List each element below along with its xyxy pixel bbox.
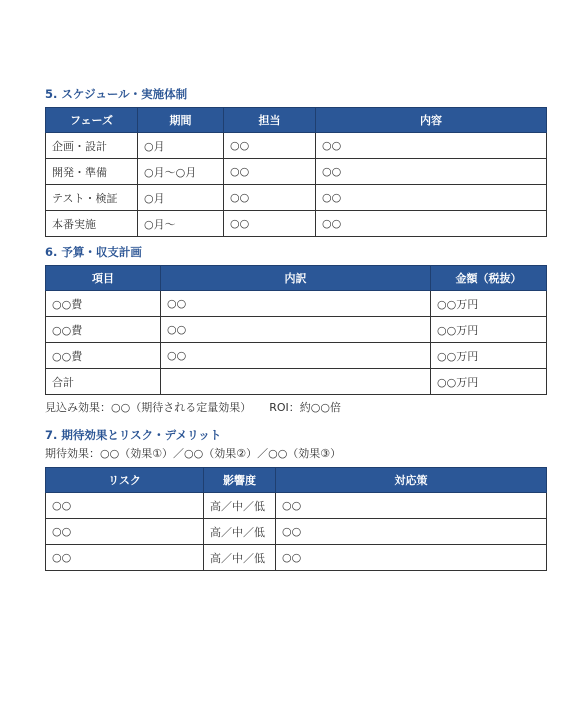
column-header-content: 内容 <box>316 108 547 133</box>
table-cell: ○○ <box>46 519 204 545</box>
budget-effect-note <box>45 400 546 416</box>
column-header-breakdown: 内訳 <box>161 266 431 291</box>
table-header-row <box>46 108 547 133</box>
table-cell: ○○ <box>224 159 316 185</box>
table-row <box>46 185 547 211</box>
table-cell: ○○ <box>276 545 547 571</box>
expected-effects-line: 期待効果：○○（効果①）／○○（効果②）／○○（効果③） <box>45 447 342 460</box>
table-cell: ○○費 <box>46 317 161 343</box>
table-cell: 合計 <box>46 369 161 395</box>
table-cell: ○月〜 <box>138 211 224 237</box>
table-cell: ○○費 <box>46 343 161 369</box>
column-header-impact: 影響度 <box>204 468 276 493</box>
table-cell: 開発・準備 <box>46 159 138 185</box>
table-row <box>46 545 547 571</box>
column-header-countermeasure: 対応策 <box>276 468 547 493</box>
table-cell: ○○ <box>224 185 316 211</box>
table-cell: ○○万円 <box>431 291 547 317</box>
table-row-total <box>46 369 547 395</box>
table-cell: ○月〜○月 <box>138 159 224 185</box>
table-cell: ○○ <box>46 493 204 519</box>
table-cell: ○○ <box>316 133 547 159</box>
table-cell: ○○ <box>316 211 547 237</box>
table-header-row <box>46 468 547 493</box>
table-cell: ○○ <box>224 211 316 237</box>
table-cell: ○○ <box>46 545 204 571</box>
table-cell: ○月 <box>138 185 224 211</box>
table-row <box>46 159 547 185</box>
table-cell: 本番実施 <box>46 211 138 237</box>
table-row <box>46 317 547 343</box>
document-page <box>45 86 546 571</box>
table-cell: ○○ <box>161 291 431 317</box>
column-header-owner: 担当 <box>224 108 316 133</box>
column-header-period: 期間 <box>138 108 224 133</box>
expected-effect-text: 見込み効果：○○（期待される定量効果） <box>45 401 252 414</box>
table-cell: ○○ <box>161 317 431 343</box>
column-header-risk: リスク <box>46 468 204 493</box>
table-row <box>46 343 547 369</box>
section-title-risk: 7. 期待効果とリスク・デメリット <box>45 428 222 442</box>
table-cell: テスト・検証 <box>46 185 138 211</box>
section-title-schedule: 5. スケジュール・実施体制 <box>45 87 188 101</box>
table-cell: 高／中／低 <box>204 519 276 545</box>
table-cell: 高／中／低 <box>204 493 276 519</box>
table-row <box>46 291 547 317</box>
roi-text: ROI：約○○倍 <box>269 401 341 414</box>
table-cell: ○○ <box>276 493 547 519</box>
table-row <box>46 211 547 237</box>
section-title-budget: 6. 予算・収支計画 <box>45 245 142 259</box>
table-header-row <box>46 266 547 291</box>
table-cell: ○○ <box>316 185 547 211</box>
table-cell <box>161 369 431 395</box>
table-cell: ○○ <box>161 343 431 369</box>
risk-table <box>45 467 547 571</box>
table-row <box>46 133 547 159</box>
table-row <box>46 519 547 545</box>
table-row <box>46 493 547 519</box>
table-cell: ○○万円 <box>431 369 547 395</box>
table-cell: 企画・設計 <box>46 133 138 159</box>
column-header-item: 項目 <box>46 266 161 291</box>
schedule-table <box>45 107 547 237</box>
table-cell: ○月 <box>138 133 224 159</box>
table-cell: ○○ <box>224 133 316 159</box>
column-header-phase: フェーズ <box>46 108 138 133</box>
table-cell: ○○ <box>316 159 547 185</box>
table-cell: 高／中／低 <box>204 545 276 571</box>
table-cell: ○○万円 <box>431 317 547 343</box>
table-cell: ○○万円 <box>431 343 547 369</box>
column-header-amount: 金額（税抜） <box>431 266 547 291</box>
table-cell: ○○費 <box>46 291 161 317</box>
table-cell: ○○ <box>276 519 547 545</box>
budget-table <box>45 265 547 395</box>
